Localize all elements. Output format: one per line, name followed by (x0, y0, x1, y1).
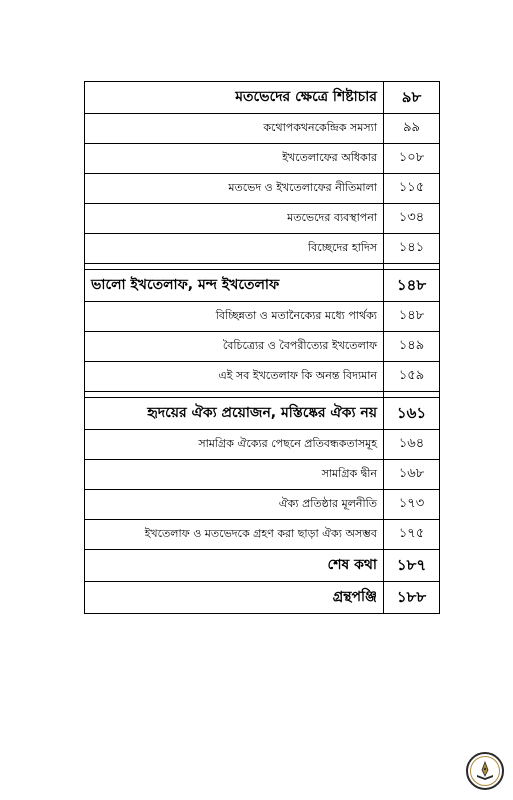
toc-title: ঐক্য প্রতিষ্ঠার মূলনীতি (85, 490, 384, 520)
toc-page: ১০৮ (384, 144, 440, 174)
toc-row (85, 490, 440, 520)
toc-page: ১৩৪ (384, 204, 440, 234)
toc-title: বিচ্ছিন্নতা ও মতানৈক্যের মধ্যে পার্থক্য (85, 302, 384, 332)
toc-page: ১৪৮ (384, 270, 440, 302)
toc-row (85, 302, 440, 332)
toc-row (85, 114, 440, 144)
toc-page: ১৫৯ (384, 362, 440, 392)
toc-page: ১৭৫ (384, 520, 440, 550)
toc-page: ১৬৪ (384, 430, 440, 460)
toc-page: ১৪৯ (384, 332, 440, 362)
toc-row (85, 520, 440, 550)
toc-row (85, 430, 440, 460)
toc-row (85, 582, 440, 614)
toc-title: ভালো ইখতেলাফ, মন্দ ইখতেলাফ (85, 270, 384, 302)
toc-title: মতভেদের ক্ষেত্রে শিষ্টাচার (85, 82, 384, 114)
toc-body (85, 82, 440, 614)
toc-title: ইখতেলাফের অধিকার (85, 144, 384, 174)
toc-page: ৯৯ (384, 114, 440, 144)
toc-row (85, 460, 440, 490)
toc-page: ১৪৮ (384, 302, 440, 332)
toc-row (85, 270, 440, 302)
toc-page: ৯৮ (384, 82, 440, 114)
toc-page: ১৬৮ (384, 460, 440, 490)
toc-page: ১১৫ (384, 174, 440, 204)
toc-title: মতভেদ ও ইখতেলাফের নীতিমালা (85, 174, 384, 204)
publisher-logo-icon (465, 751, 505, 791)
table-of-contents (84, 81, 440, 614)
toc-page: ১৮৭ (384, 550, 440, 582)
toc-row (85, 550, 440, 582)
toc-title: মতভেদের ব্যবস্থাপনা (85, 204, 384, 234)
toc-row (85, 234, 440, 264)
toc-row (85, 174, 440, 204)
toc-title: শেষ কথা (85, 550, 384, 582)
toc-title: সামগ্রিক দ্বীন (85, 460, 384, 490)
toc-row (85, 332, 440, 362)
toc-title: বৈচিত্র্যের ও বৈপরীত্যের ইখতেলাফ (85, 332, 384, 362)
toc-page: ১৭৩ (384, 490, 440, 520)
toc-title: বিচ্ছেদের হাদিস (85, 234, 384, 264)
toc-title: ইখতেলাফ ও মতভেদকে গ্রহণ করা ছাড়া ঐক্য অসম্ভব (85, 520, 384, 550)
toc-row (85, 362, 440, 392)
toc-page: ১৪১ (384, 234, 440, 264)
toc-row (85, 144, 440, 174)
toc-page: ১৬১ (384, 398, 440, 430)
toc-row (85, 204, 440, 234)
toc-title: কথোপকথনকেন্দ্রিক সমস্যা (85, 114, 384, 144)
toc-page: ১৮৮ (384, 582, 440, 614)
toc-title: হৃদয়ের ঐক্য প্রয়োজন, মস্তিষ্কের ঐক্য নয় (85, 398, 384, 430)
toc-row (85, 82, 440, 114)
toc-title: গ্রন্থপঞ্জি (85, 582, 384, 614)
toc-row (85, 398, 440, 430)
toc-title: এই সব ইখতেলাফ কি অনন্ত বিদ্যমান (85, 362, 384, 392)
toc-title: সামগ্রিক ঐক্যের পেছনে প্রতিবন্ধকতাসমূহ (85, 430, 384, 460)
